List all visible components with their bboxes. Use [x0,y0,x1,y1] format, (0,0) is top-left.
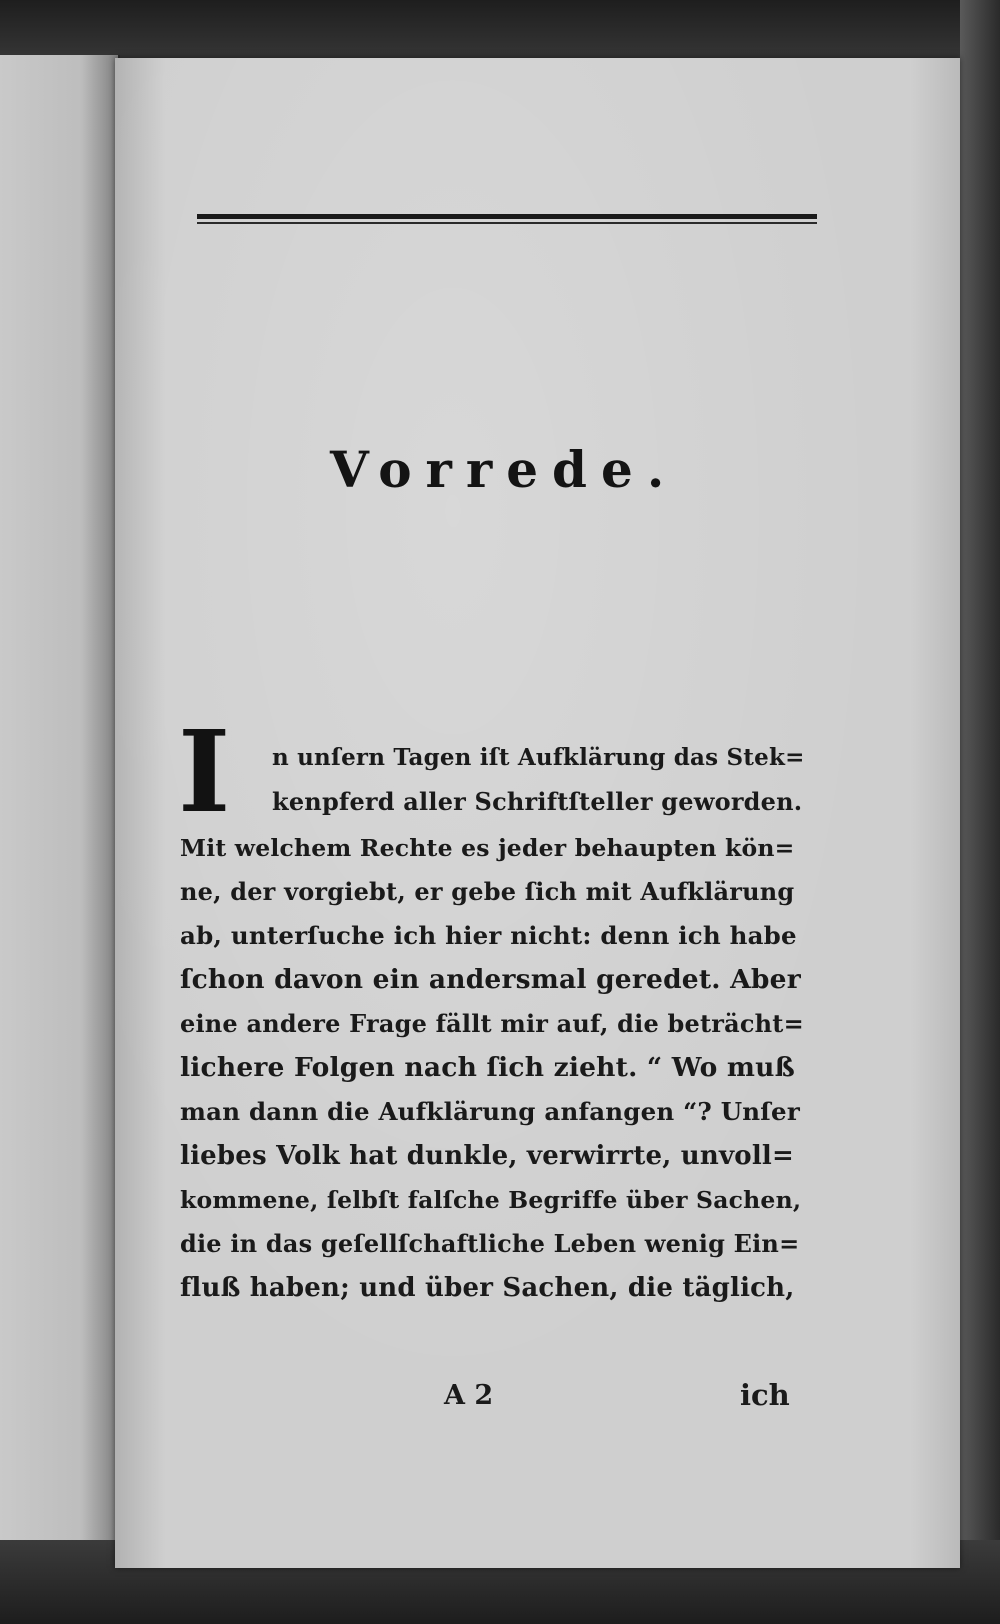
text-line-9: man dann die Aufklärung anfangen “? Unſer [180,1097,800,1126]
text-line-8: lichere Folgen nach ſich zieht. “ Wo muß [180,1052,795,1083]
text-line-4: ne, der vorgiebt, er gebe ſich mit Aufklärung [180,877,795,906]
text-line-3: Mit welchem Rechte es jeder behaupten kön= [180,834,795,862]
text-line-7: eine andere Frage fällt mir auf, die beträcht= [180,1009,804,1038]
text-line-13: fluß haben; und über Sachen, die täglich, [180,1273,795,1303]
book-cover-right [960,0,1000,1624]
text-line-6: ſchon davon ein andersmal geredet. Aber [180,964,801,995]
header-rule [197,214,817,219]
text-line-2: kenpferd aller Schriftſteller geworden. [272,787,803,816]
header-rule-thin [197,222,817,224]
catchword: ich [740,1378,790,1412]
text-line-11: kommene, ſelbſt falſche Begriffe über Sachen, [180,1186,802,1214]
page-heading: Vorrede. [330,440,679,499]
text-line-1: n unſern Tagen iſt Aufklärung das Stek= [272,744,805,771]
signature-mark: A 2 [444,1380,494,1411]
drop-initial: I [178,707,231,838]
text-line-10: liebes Volk hat dunkle, verwirrte, unvoll= [180,1141,794,1171]
text-line-5: ab, unterſuche ich hier nicht: denn ich habe [180,921,797,950]
text-line-12: die in das geſellſchaftliche Leben wenig Ein= [180,1229,800,1258]
gutter-shadow [80,55,120,1545]
